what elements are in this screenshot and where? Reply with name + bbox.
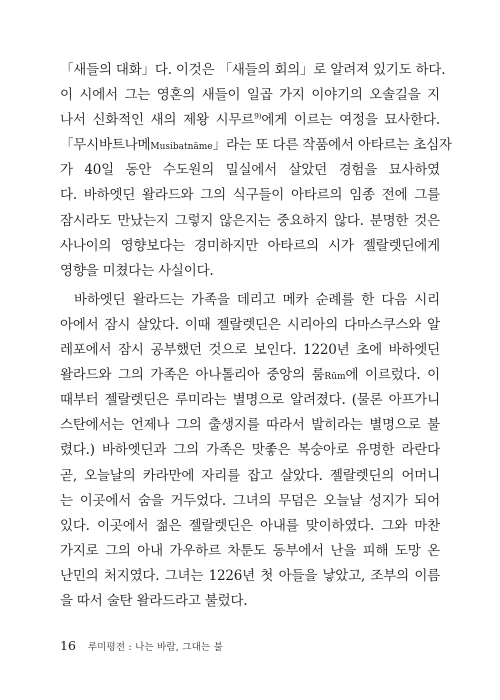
text-segment: 는 이곳에서 숨을 거두었다. 그녀의 무덤은 오늘날 성지가 되어 — [60, 492, 440, 509]
footnote-marker: 9) — [254, 111, 262, 121]
text-segment: 가 40일 동안 수도원의 밀실에서 살았던 경험을 묘사하였 — [60, 162, 440, 179]
text-line — [60, 209, 440, 234]
running-title: 루미평전 : 나는 바람, 그대는 불 — [87, 642, 223, 653]
text-line — [60, 133, 452, 158]
text-segment: 나서 신화적인 새의 제왕 시무르 — [60, 112, 255, 129]
text-segment: 레포에서 잠시 공부했던 것으로 보인다. 1220년 초에 바하엣딘 — [60, 342, 440, 359]
text-segment: 이 시에서 그는 영혼의 새들이 일곱 가지 이야기의 오솔길을 지 — [60, 87, 440, 104]
text-segment: 난민의 처지였다. 그녀는 1226년 첫 아들을 낳았고, 조부의 이름 — [60, 567, 440, 584]
text-line — [60, 539, 440, 564]
text-line — [60, 514, 440, 539]
text-line — [60, 288, 440, 313]
page-footer — [60, 638, 223, 653]
text-segment: 있다. 이곳에서 젊은 젤랄렛딘은 아내를 맞이하였다. 그와 마찬 — [60, 517, 440, 534]
romanized-term: Musibatnāme — [150, 142, 213, 153]
body-text — [60, 58, 452, 614]
text-segment: 」라는 또 다른 작품에서 아타르는 초심자 — [212, 137, 452, 154]
text-line — [60, 83, 440, 108]
text-line — [60, 489, 440, 514]
text-line — [60, 388, 440, 413]
text-line — [60, 413, 440, 438]
paragraph — [60, 288, 440, 614]
text-line — [60, 363, 440, 388]
text-segment: 에 이르렀다. 이 — [345, 367, 440, 384]
text-line — [60, 58, 446, 83]
text-line — [60, 464, 440, 489]
text-line — [60, 564, 440, 589]
text-segment: 사나이의 영향보다는 경미하지만 아타르의 시가 젤랄렛딘에게 — [60, 237, 440, 254]
romanized-term: Rūm — [324, 372, 346, 383]
text-line — [60, 338, 440, 363]
text-line — [60, 183, 440, 208]
text-line — [60, 234, 440, 259]
text-segment: 다. 바하엣딘 왈라드와 그의 식구들이 아타르의 임종 전에 그를 — [60, 187, 440, 204]
text-segment: 가지로 그의 아내 가우하르 차툰도 동부에서 난을 피해 도망 온 — [60, 542, 440, 559]
text-segment: 왈라드와 그의 가족은 아나톨리아 중앙의 룸 — [60, 367, 325, 384]
text-line — [60, 108, 440, 133]
text-segment: 을 따서 술탄 왈라드라고 불렀다. — [60, 592, 248, 609]
paragraph — [60, 58, 452, 284]
text-segment: 때부터 젤랄렛딘은 루미라는 별명으로 알려졌다. (물론 아프가니 — [60, 392, 440, 409]
text-line — [60, 589, 440, 614]
text-segment: 「새들의 대화」다. 이것은 「새들의 회의」로 알려져 있기도 하다. — [60, 62, 446, 78]
text-segment: 영향을 미쳤다는 사실이다. — [60, 262, 214, 279]
text-segment: 스탄에서는 언제나 그의 출생지를 따라서 발히라는 별명으로 불 — [60, 417, 440, 434]
page-number: 16 — [60, 638, 76, 653]
text-line — [60, 259, 440, 284]
text-line — [60, 158, 440, 183]
text-segment: 아에서 잠시 살았다. 이때 젤랄렛딘은 시리아의 다마스쿠스와 알 — [60, 316, 440, 333]
text-line — [60, 313, 440, 338]
text-segment: 「무시바트나메 — [60, 137, 151, 154]
text-segment: 잠시라도 만났는지 그렇지 않은지는 중요하지 않다. 분명한 것은 — [60, 212, 440, 229]
text-segment: 에게 이르는 여정을 묘사한다. — [261, 112, 440, 129]
text-segment: 곧, 오늘날의 카라만에 자리를 잡고 살았다. 젤랄렛딘의 어머니 — [60, 467, 440, 484]
text-line — [60, 438, 440, 463]
text-segment: 바하엣딘 왈라드는 가족을 데리고 메카 순례를 한 다음 시리 — [74, 291, 440, 308]
text-segment: 렸다.) 바하엣딘과 그의 가족은 맛좋은 복숭아로 유명한 라란다 — [60, 442, 440, 459]
